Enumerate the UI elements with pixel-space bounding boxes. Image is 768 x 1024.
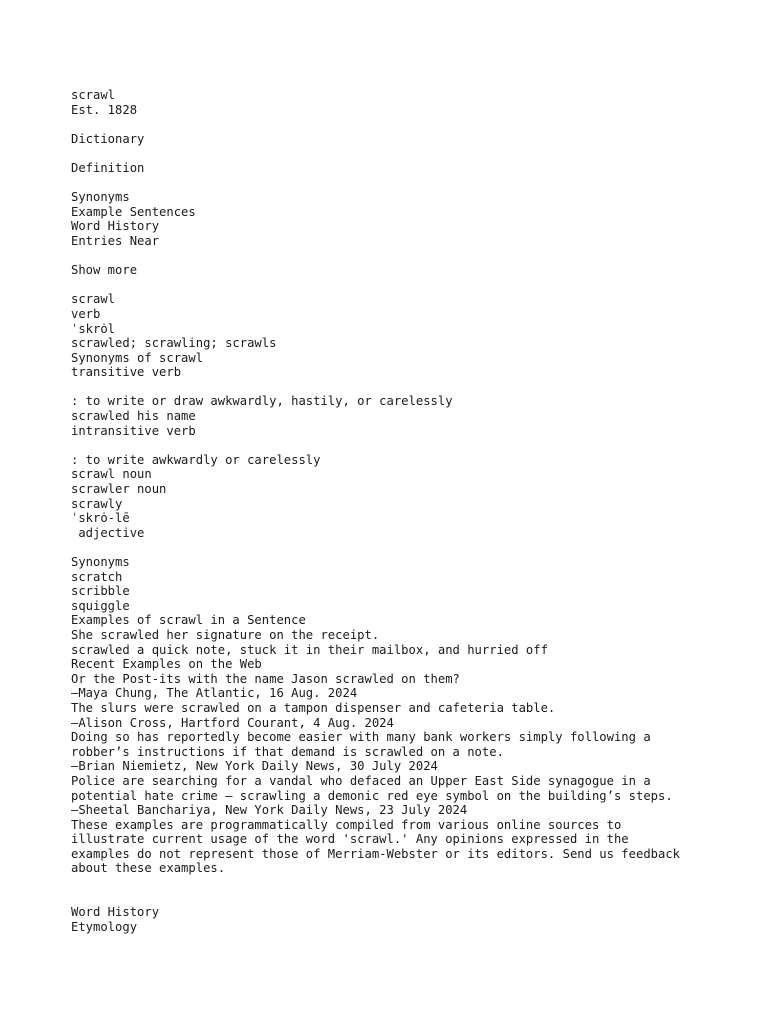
show-more-button[interactable]: Show more	[71, 263, 138, 278]
transitive-example: scrawled his name	[71, 409, 196, 424]
nav-dictionary-link[interactable]: Dictionary	[71, 131, 145, 146]
web-example-text: Or the Post-its with the name Jason scrawled on them?	[71, 671, 460, 686]
synonyms-of-scrawl-link[interactable]: Synonyms of scrawl	[71, 350, 204, 365]
run-on-scrawly: scrawly	[71, 496, 123, 511]
entry-headword: scrawl	[71, 292, 116, 307]
synonym-link-scribble[interactable]: scribble	[71, 584, 130, 599]
web-example-text: Doing so has reportedly become easier with many bank workers simply following a	[71, 730, 651, 745]
established-tagline: Est. 1828	[71, 102, 138, 117]
transitive-verb-label: transitive verb	[71, 365, 182, 380]
web-example-text: potential hate crime — scrawling a demonic red eye symbol on the building’s steps.	[71, 788, 673, 803]
web-example-source-link[interactable]: —Brian Niemietz, New York Daily News, 30 July 2024	[71, 759, 438, 774]
web-example-text: The slurs were scrawled on a tampon dispenser and cafeteria table.	[71, 700, 556, 715]
inflections: scrawled; scrawling; scrawls	[71, 336, 277, 351]
site-logo-link[interactable]: scrawl	[71, 88, 116, 102]
scrawly-pronunciation: ˈskrȯ-lē	[71, 511, 130, 526]
examples-disclaimer: examples do not represent those of Merriam-Webster or its editors. Send us feedback	[71, 846, 681, 861]
web-example-source-link[interactable]: —Maya Chung, The Atlantic, 16 Aug. 2024	[71, 686, 358, 701]
nav-entries-near-link[interactable]: Entries Near	[71, 233, 160, 248]
intransitive-verb-label: intransitive verb	[71, 423, 196, 438]
example-sentence: scrawled a quick note, stuck it in their mailbox, and hurried off	[71, 642, 548, 657]
web-examples-heading: Recent Examples on the Web	[71, 657, 262, 672]
intransitive-definition: : to write awkwardly or carelessly	[71, 452, 321, 467]
examples-disclaimer: about these examples.	[71, 861, 226, 876]
scrawly-part-of-speech: adjective	[71, 525, 145, 540]
etymology-heading: Etymology	[71, 919, 138, 934]
examples-disclaimer: These examples are programmatically compiled from various online sources to	[71, 817, 622, 832]
synonym-link-scratch[interactable]: scratch	[71, 569, 123, 584]
examples-disclaimer: illustrate current usage of the word 'scrawl.' Any opinions expressed in the	[71, 832, 629, 847]
examples-heading: Examples of scrawl in a Sentence	[71, 613, 306, 628]
nav-word-history-link[interactable]: Word History	[71, 219, 160, 234]
page-content	[71, 88, 751, 934]
word-history-heading: Word History	[71, 905, 160, 920]
run-on-scrawl-noun: scrawl noun	[71, 467, 152, 482]
pronunciation: ˈskrȯl	[71, 321, 116, 336]
web-example-source-link[interactable]: —Sheetal Banchariya, New York Daily News, 23 July 2024	[71, 803, 468, 818]
synonyms-heading: Synonyms	[71, 555, 130, 569]
run-on-scrawler-noun: scrawler noun	[71, 482, 167, 497]
part-of-speech-link[interactable]: verb	[71, 306, 101, 321]
nav-example-sentences-link[interactable]: Example Sentences	[71, 204, 196, 219]
web-example-text: Police are searching for a vandal who defaced an Upper East Side synagogue in a	[71, 773, 651, 788]
example-sentence: She scrawled her signature on the receipt.	[71, 627, 380, 642]
web-example-text: robber’s instructions if that demand is scrawled on a note.	[71, 744, 504, 759]
nav-definition-link[interactable]: Definition	[71, 160, 145, 175]
synonym-link-squiggle[interactable]: squiggle	[71, 598, 130, 613]
transitive-definition: : to write or draw awkwardly, hastily, or carelessly	[71, 394, 453, 409]
nav-synonyms-link[interactable]: Synonyms	[71, 190, 130, 205]
web-example-source-link[interactable]: —Alison Cross, Hartford Courant, 4 Aug. 2024	[71, 715, 394, 730]
